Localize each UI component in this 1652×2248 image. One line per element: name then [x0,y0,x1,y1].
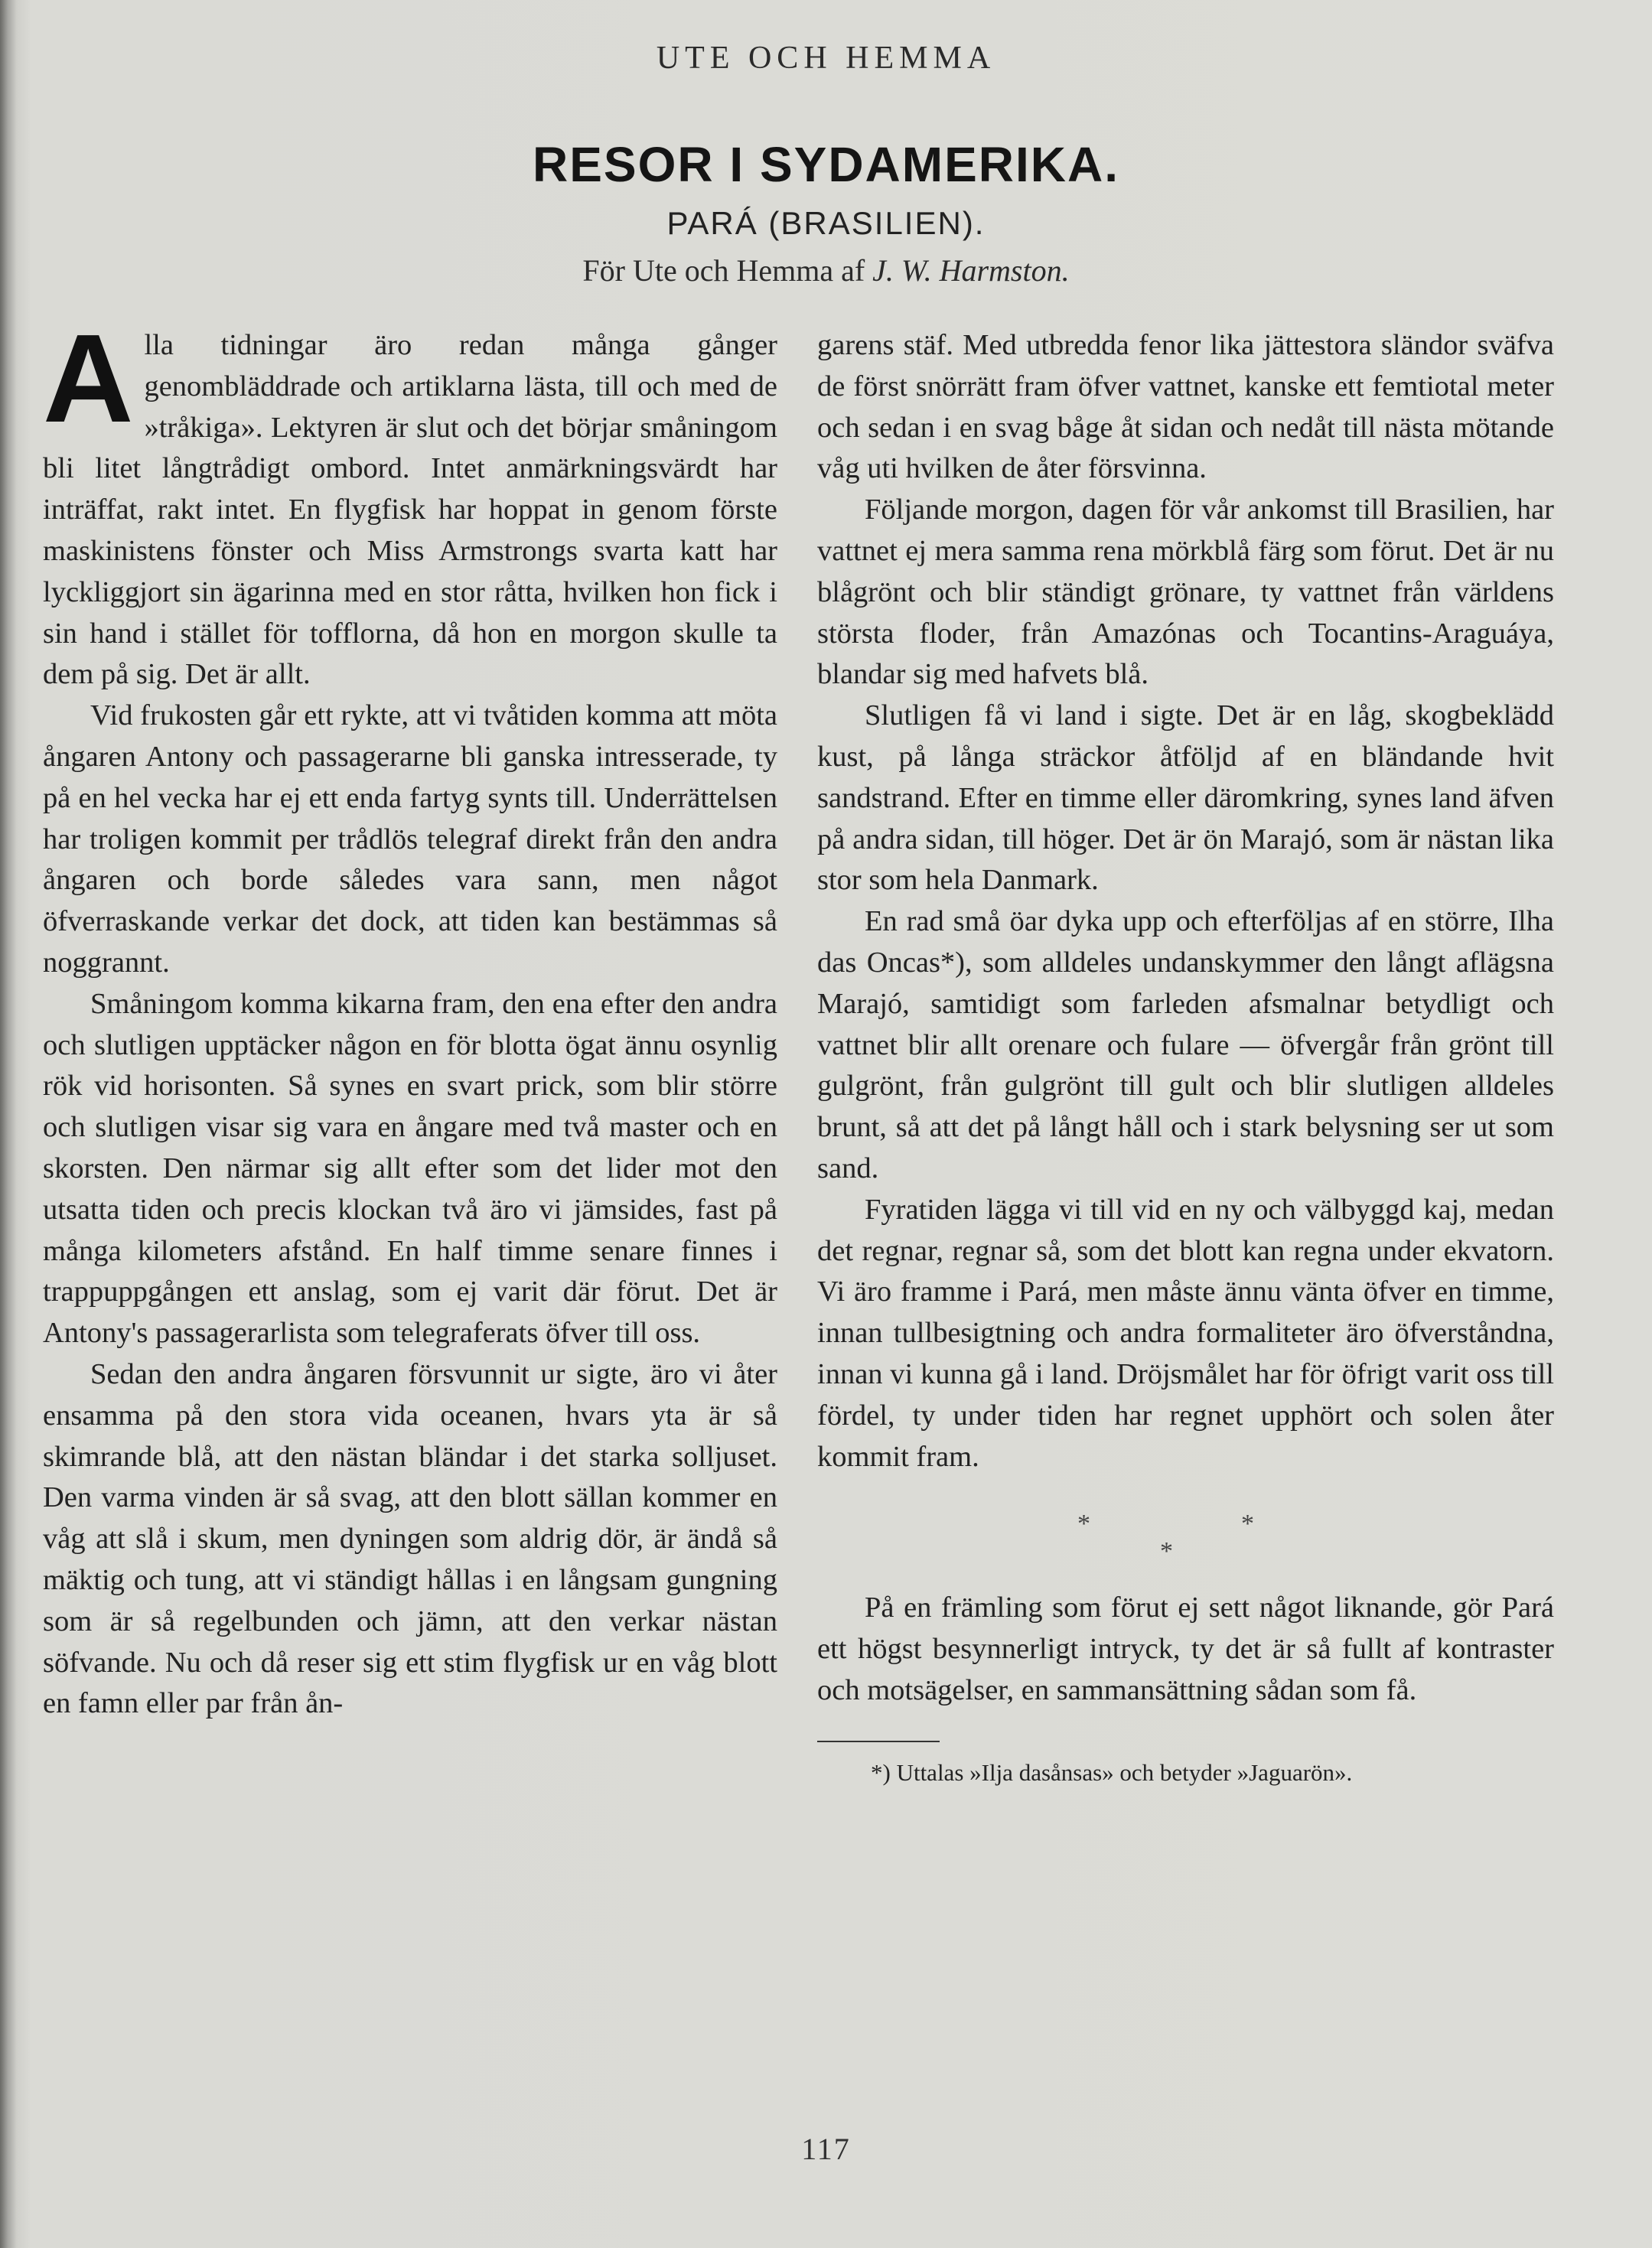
drop-cap: A [43,308,134,448]
paragraph: På en främling som förut ej sett något liknande, gör Pará ett högst besynnerligt intryck, ty det är så fullt af kontraster och motsägelser, en sammansättning sådan som få. [817,1592,1554,1706]
article-subtitle: PARÁ (BRASILIEN). [666,205,986,241]
article-title: RESOR I SYDAMERIKA. [533,137,1119,192]
paragraph: garens stäf. Med utbredda fenor lika jättestora sländor sväfva de först snörrätt fram öfver vattnet, kanske ett femtiotal meter och sedan i en svag båge åt sidan och nedåt till nästa mötande våg uti hvilken de åter försvinna. [817,329,1554,485]
paragraph [43,308,777,696]
paragraph-text: lla tidningar äro redan många gånger genombläddrade och artiklarna lästa, till och med de »tråkiga». Lektyren är slut och det börjar småningom bli litet långtrådigt ombord. Intet anmärkningsvärdt har inträffat, rakt intet. En flygfisk har hoppat in genom förste maskinistens fönster och Miss Armstrongs svarta katt har lyckliggjort sin ägarinna med en stor råtta, hvilken hon fick i sin hand i stället för tofflorna, då hon en morgon skulle ta dem på sig. Det är allt. [43,329,777,691]
paragraph: Fyratiden lägga vi till vid en ny och välbyggd kaj, medan det regnar, regnar så, som det blott kan regna under ekvatorn. Vi äro framme i Pará, men måste ännu vänta öfver en timme, innan tullbesigtning och andra formaliteter äro öfverståndna, innan vi kunna gå i land. Dröjsmålet har för öfrigt varit oss till fördel, ty under tiden har regnet upphört och solen åter kommit fram. [817,1193,1554,1473]
paragraph: En rad små öar dyka upp och efterföljas af en större, Ilha das Oncas*), som alldeles undanskymmer den långt aflägsna Marajó, samtidigt som farleden afsmalnar betydligt och vattnet blir allt orenare och fulare — öfvergår från grönt till gulgrönt, från gulgrönt till gult och blir slutligen alldeles brunt, så att det på långt håll och i stark belysning ser ut som sand. [817,905,1554,1184]
left-column [43,308,777,1725]
byline-prefix: För Ute och Hemma af [582,253,873,288]
page-number: 117 [801,2132,851,2166]
paragraph: Sedan den andra ångaren försvunnit ur sigte, äro vi åter ensamma på den stora vida oceanen, hvars yta är så skimrande blå, att den nästan bländar i det starka solljuset. Den varma vinden är så svag, att den blott sällan kommer en våg att slå i skum, men dyningen som aldrig dör, är ändå så mäktig och tung, att vi ständigt hållas i en långsam gungning som är så regelbunden och jämn, att den verkar nästan söfvande. Nu och då reser sig ett stim flygfisk ur en våg blott en famn eller par från ån- [43,1357,777,1720]
section-break-star: * [1077,1510,1090,1539]
footnote: *) Uttalas »Ilja dasånsas» och betyder »Jaguarön». [871,1758,1353,1786]
right-column [817,325,1554,1790]
section-break [817,1490,1554,1572]
section-break-star: * [1160,1537,1173,1566]
footnote-divider [817,1741,940,1742]
paragraph: Vid frukosten går ett rykte, att vi tvåtiden komma att möta ångaren Antony och passagerarne bli ganska intresserade, ty på en hel vecka har ej ett enda fartyg synts till. Underrättelsen har troligen kommit per trådlös telegraf direkt från den andra ångaren och borde således vara sann, men något öfverraskande verkar det dock, att tiden kan bestämmas så noggrannt. [43,699,777,979]
running-head: UTE OCH HEMMA [656,41,996,76]
paragraph: Småningom komma kikarna fram, den ena efter den andra och slutligen upptäcker någon en för blotta ögat ännu osynlig rök vid horisonten. Så synes en svart prick, som blir större och slutligen visar sig vara en ångare med två master och en skorsten. Den närmar sig allt efter som det lider mot den utsatta tiden och precis klockan två äro vi jämsides, fast på många kilometers afstånd. En half timme senare finnes i trappuppgången ett anslag, som ej varit där förut. Det är Antony's passagerarlista som telegraferats öfver till oss. [43,987,777,1350]
section-break-star: * [1241,1510,1254,1539]
byline-author: J. W. Harmston. [872,253,1070,288]
paragraph: Slutligen få vi land i sigte. Det är en låg, skogbeklädd kust, på långa sträckor åtföljd af en bländande hvit sandstrand. Efter en timme eller däromkring, synes land äfven på andra sidan, till höger. Det är ön Marajó, som är nästan lika stor som hela Danmark. [817,699,1554,897]
article-byline [0,252,1652,288]
paragraph: Följande morgon, dagen för vår ankomst till Brasilien, har vattnet ej mera samma rena mörkblå färg som förut. Det är nu blågrönt och blir ständigt grönare, ty vattnet från världens största floder, från Amazónas och Tocantins-Araguáya, blandar sig med hafvets blå. [817,494,1554,691]
